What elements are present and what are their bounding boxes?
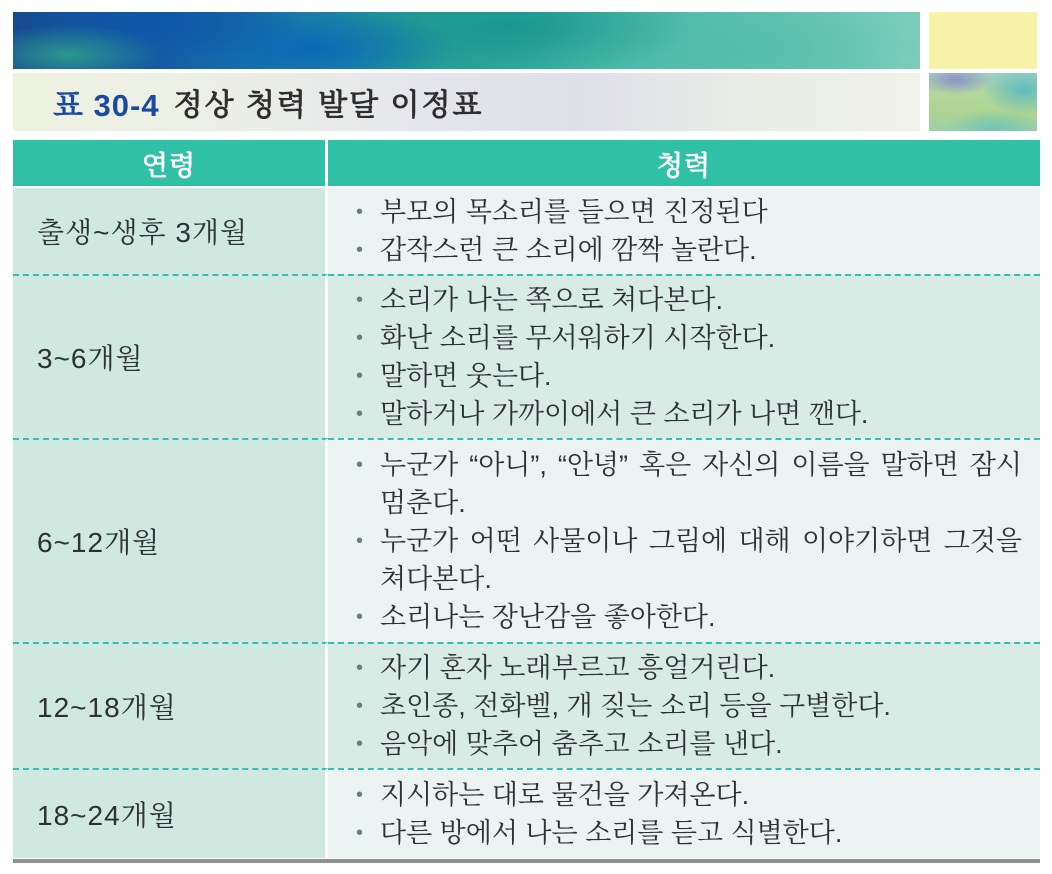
table-body [13, 188, 1040, 858]
age-cell [13, 768, 328, 858]
bullet-icon: • [356, 822, 364, 844]
milestone-text: 누군가 어떤 사물이나 그림에 대해 이야기하면 그것을 쳐다본다. [380, 526, 1022, 594]
bottom-divider-rule [13, 859, 1040, 863]
milestone-text: 갑작스런 큰 소리에 깜짝 놀란다. [380, 235, 757, 265]
age-cell [13, 642, 328, 768]
milestone-item [348, 649, 1022, 687]
age-label: 출생~생후 3개월 [37, 217, 248, 248]
bullet-icon: • [356, 530, 364, 552]
bullet-icon: • [356, 657, 364, 679]
milestone-item [348, 231, 1022, 269]
milestone-item [348, 446, 1022, 522]
milestone-item [348, 193, 1022, 231]
milestone-text: 부모의 목소리를 들으면 진정된다 [380, 197, 768, 227]
age-label: 12~18개월 [37, 692, 177, 723]
bullet-icon: • [356, 365, 364, 387]
bullet-icon: • [356, 606, 364, 628]
milestone-text: 누군가 “아니”, “안녕” 혹은 자신의 이름을 말하면 잠시 멈춘다. [380, 450, 1022, 518]
milestone-text: 화난 소리를 무서워하기 시작한다. [380, 323, 776, 353]
table-row [13, 768, 1040, 858]
table-number-label: 표 30-4 [53, 87, 160, 123]
milestone-item [348, 725, 1022, 763]
milestone-text: 초인종, 전화벨, 개 짖는 소리 등을 구별한다. [380, 691, 891, 721]
milestone-text: 소리가 나는 쪽으로 쳐다본다. [380, 285, 723, 315]
bullet-icon: • [356, 454, 364, 476]
milestone-item [348, 281, 1022, 319]
milestone-item [348, 319, 1022, 357]
milestone-item [348, 776, 1022, 814]
table-row [13, 274, 1040, 438]
hearing-cell [328, 642, 1040, 768]
bullet-icon: • [356, 239, 364, 261]
age-label: 3~6개월 [37, 343, 144, 374]
table-row [13, 438, 1040, 642]
milestone-text: 지시하는 대로 물건을 가져온다. [380, 780, 750, 810]
age-cell [13, 188, 328, 274]
yellow-accent-block [929, 12, 1037, 69]
table-row [13, 188, 1040, 274]
milestone-item [348, 395, 1022, 433]
watercolor-thumbnail [929, 73, 1037, 131]
milestone-item [348, 357, 1022, 395]
bullet-icon: • [356, 201, 364, 223]
hearing-cell [328, 438, 1040, 642]
hearing-cell [328, 274, 1040, 438]
milestone-text: 자기 혼자 노래부르고 흥얼거린다. [380, 653, 776, 683]
milestone-text: 말하면 웃는다. [380, 361, 552, 391]
page-title: 정상 청력 발달 이정표 [173, 89, 484, 122]
milestone-item [348, 522, 1022, 598]
hearing-milestones-table [13, 140, 1040, 858]
age-label: 18~24개월 [37, 800, 177, 831]
column-header-hearing: 청력 [328, 140, 1040, 186]
bullet-icon: • [356, 695, 364, 717]
bullet-icon: • [356, 403, 364, 425]
bullet-icon: • [356, 733, 364, 755]
milestone-text: 소리나는 장난감을 좋아한다. [380, 602, 716, 632]
age-label: 6~12개월 [37, 527, 161, 558]
table-row [13, 642, 1040, 768]
milestone-item [348, 687, 1022, 725]
bullet-icon: • [356, 327, 364, 349]
watercolor-header-band [13, 12, 920, 69]
milestone-text: 다른 방에서 나는 소리를 듣고 식별한다. [380, 818, 843, 848]
milestone-text: 말하거나 가까이에서 큰 소리가 나면 깬다. [380, 399, 869, 429]
milestone-item [348, 598, 1022, 636]
hearing-cell [328, 188, 1040, 274]
column-header-age: 연령 [13, 140, 328, 186]
hearing-cell [328, 768, 1040, 858]
milestone-item [348, 814, 1022, 852]
age-cell [13, 438, 328, 642]
age-cell [13, 274, 328, 438]
bullet-icon: • [356, 289, 364, 311]
title-band [13, 73, 920, 131]
bullet-icon: • [356, 784, 364, 806]
milestone-text: 음악에 맞추어 춤추고 소리를 낸다. [380, 729, 783, 759]
table-header-row [13, 140, 1040, 186]
